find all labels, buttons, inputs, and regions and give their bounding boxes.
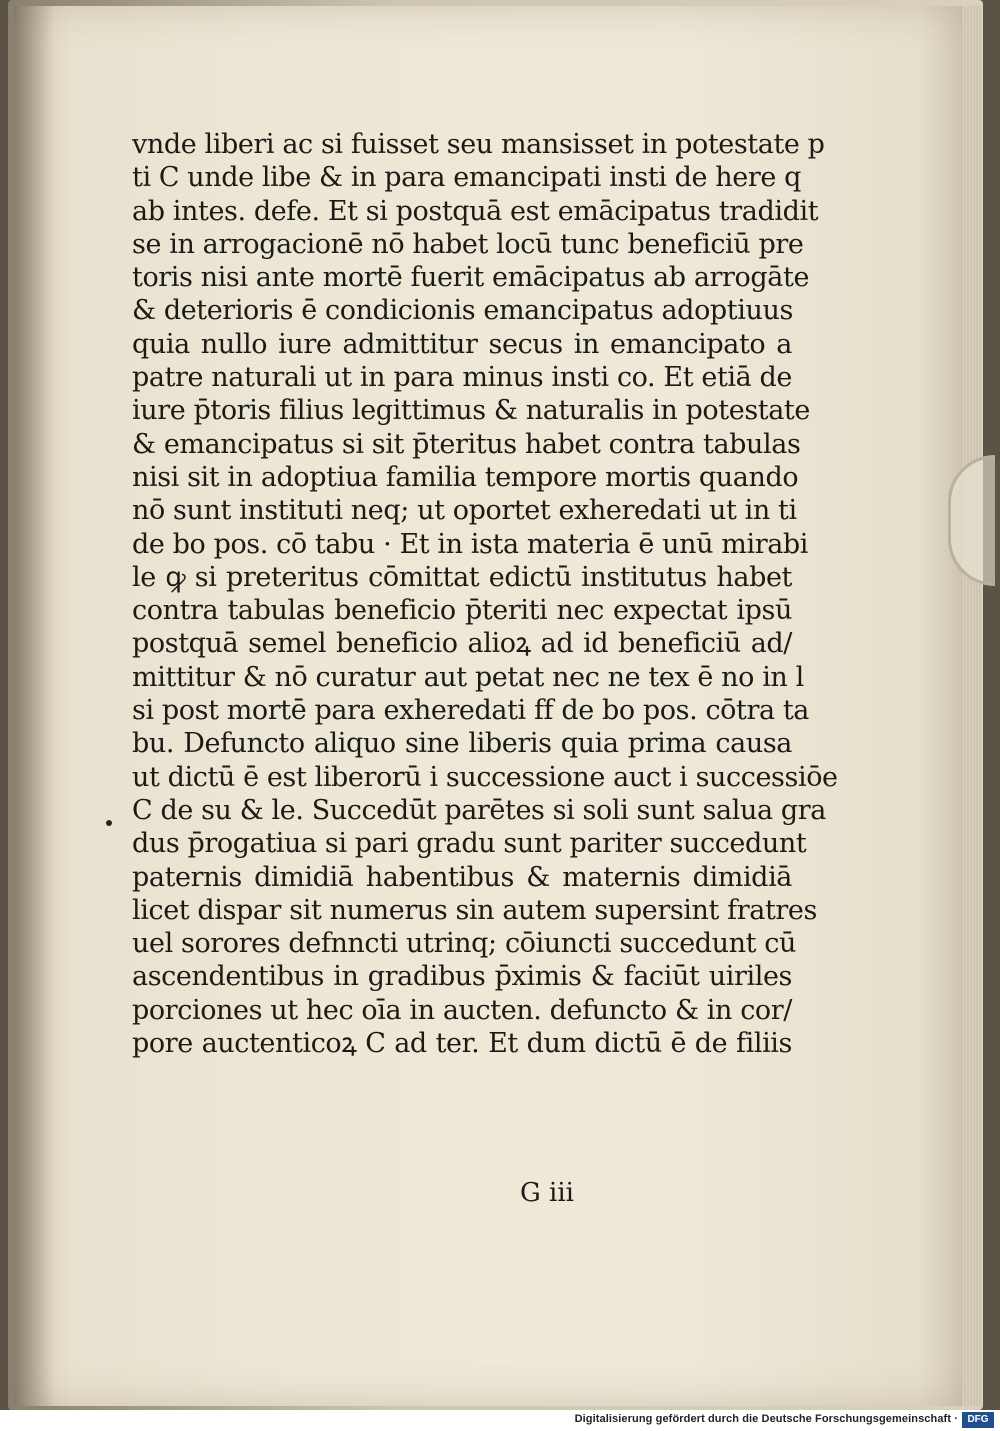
- dfg-logo: DFG: [962, 1412, 994, 1428]
- text-line: le ꝙ si preteritus cōmittat edictū institutus habet: [132, 561, 792, 593]
- page-stack-edge: [962, 6, 982, 1406]
- footer-bar: [0, 1410, 1000, 1431]
- text-line: nisi sit in adoptiua familia tempore mortis quando: [132, 461, 799, 493]
- text-line: ti C unde libe & in para emancipati insti de here q: [132, 162, 802, 194]
- gutter-shadow: [14, 6, 54, 1406]
- funding-credit: Digitalisierung gefördert durch die Deutsche Forschungsgemeinschaft ·: [574, 1413, 958, 1425]
- text-line: & deterioris ē condicionis emancipatus adoptiuus: [132, 295, 793, 327]
- text-line: uel sorores defnncti utrinq; cōiuncti succedunt cū: [132, 928, 796, 960]
- text-line: licet dispar sit numerus sin autem supersint fratres: [132, 894, 817, 926]
- text-line: si post mortē para exheredati ff de bo pos. cōtra ta: [132, 695, 810, 727]
- text-line: nō sunt instituti neq; ut oportet exheredati ut in ti: [132, 495, 797, 527]
- text-line: mittitur & nō curatur aut petat nec ne tex ē no in l: [132, 661, 804, 693]
- text-line: & emancipatus si sit p̄teritus habet contra tabulas: [132, 428, 801, 460]
- text-line: se in arrogacionē nō habet locū tunc beneficiū pre: [132, 228, 804, 260]
- text-line: vnde liberi ac si fuisset seu mansisset in potestate p: [132, 129, 825, 160]
- text-line: toris nisi ante mortē fuerit emācipatus ab arrogāte: [132, 262, 810, 294]
- text-line: ascendentibus in gradibus p̄ximis & faciūt uiriles: [132, 961, 792, 993]
- text-line: ut dictū ē est liberorū i successione auct i successiōe: [132, 761, 838, 793]
- text-line: ab intes. defe. Et si postquā est emācipatus tradidit: [132, 195, 819, 227]
- text-line: iure p̄toris filius legittimus & naturalis in potestate: [132, 395, 810, 427]
- body-text: [132, 128, 838, 1060]
- text-line: contra tabulas beneficio p̄teriti nec expectat ipsū: [132, 595, 792, 627]
- margin-mark: [106, 820, 112, 826]
- text-line: de bo pos. cō tabu · Et in ista materia ē unū mirabi: [132, 528, 809, 560]
- text-line: C de su & le. Succedūt parētes si soli sunt salua gra: [132, 794, 826, 826]
- text-line: pore auctenticoꝝ C ad ter. Et dum dictū ē de filiis: [132, 1028, 792, 1060]
- text-line: quia nullo iure admittitur secus in emancipato a: [132, 328, 792, 360]
- text-line: postquā semel beneficio alioꝝ ad id beneficiū ad/: [132, 628, 792, 660]
- text-line: dus p̄rogatiua si pari gradu sunt pariter succedunt: [132, 828, 807, 860]
- text-line: patre naturali ut in para minus insti co. Et etiā de: [132, 362, 792, 394]
- signature-mark: G iii: [520, 1178, 574, 1208]
- text-line: paternis dimidiā habentibus & maternis dimidiā: [132, 861, 792, 893]
- text-line: bu. Defuncto aliquo sine liberis quia prima causa: [132, 728, 792, 760]
- text-line: porciones ut hec oīa in aucten. defuncto & in cor/: [132, 994, 792, 1026]
